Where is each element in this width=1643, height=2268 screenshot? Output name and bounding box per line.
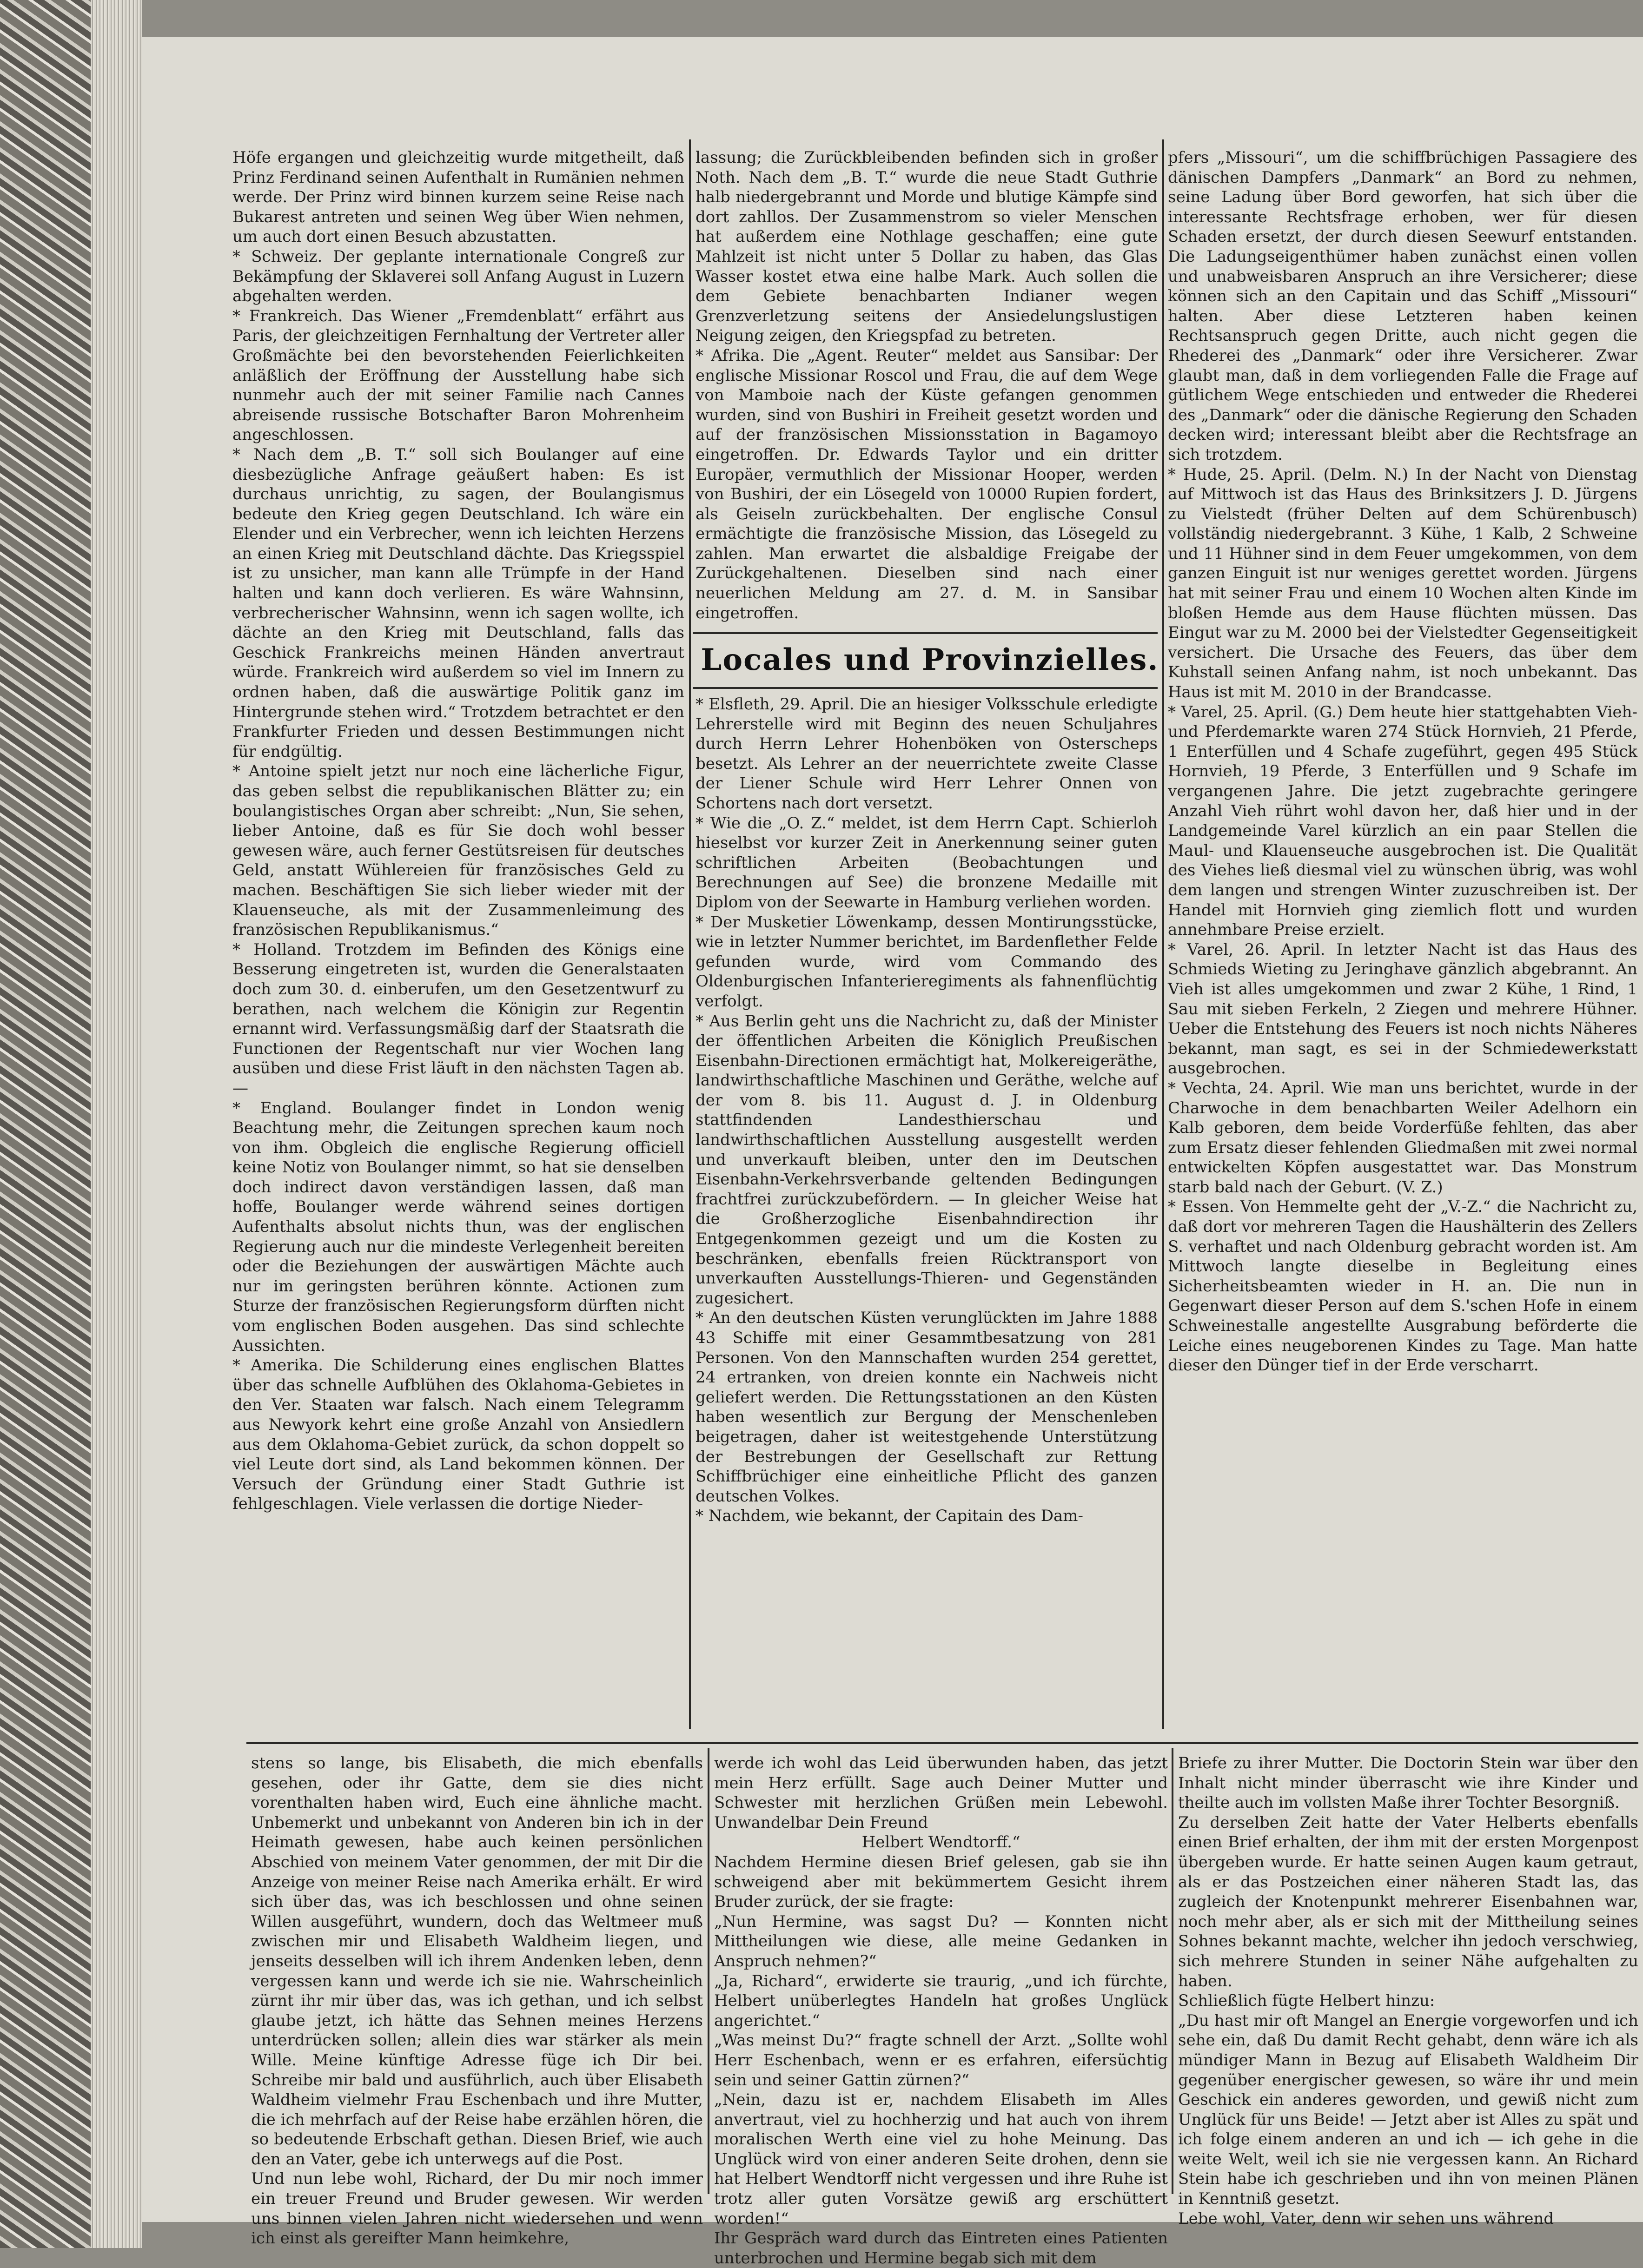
page-edges: [91, 0, 142, 2248]
article-paragraph: * Aus Berlin geht uns die Nachricht zu, daß der Minister der öffentlichen Arbeiten die Königlich Preußischen Eisenbahn-Directionen ermächtigt hat, Molkereigeräthe, landwirthschaftliche Maschinen und Geräthe, welche auf der vom 8. bis 11. August d. J. in Oldenburg stattfindenden Landesthierschau und landwirthschaftlichen Ausstellung ausgestellt werden und unverkauft bleiben, unter den im Deutschen Eisenbahn-Verkehrsverbande geltenden Bedingungen frachtfrei zurückzubefördern. — In gleicher Weise hat die Großherzogliche Eisenbahndirection ihr Entgegenkommen gezeigt und um die Kosten zu beschränken, ebenfalls freien Rücktransport von unverkauften Ausstellungs-Thieren- und Gegenständen zugesichert.: [696, 1012, 1158, 1308]
feuilleton-paragraph: „Ja, Richard“, erwiderte sie traurig, „und ich fürchte, Helbert unüberlegtes Handeln hat großes Unglück angerichtet.“: [714, 1971, 1168, 2030]
feuilleton-paragraph: stens so lange, bis Elisabeth, die mich ebenfalls gesehen, oder ihr Gatte, dem sie dies nicht vorenthalten haben wird, Euch eine ähnliche macht. Unbemerkt und unbekannt von Anderen bin ich in der Heimath gewesen, habe auch keinen persönlichen Abschied von meinem Vater genommen, der mit Dir die Anzeige von meiner Reise nach Amerika erhält. Er wird sich über das, was ich beschlossen und ohne seinen Willen ausgeführt, wundern, doch das Weltmeer muß zwischen mir und Elisabeth Waldheim liegen, und jenseits desselben will ich ihrem Andenken leben, denn vergessen kann und werde ich sie nie. Wahrscheinlich zürnt ihr mir über das, was ich gethan, und ich selbst glaube jetzt, ich hätte das Sehnen meines Herzens unterdrücken sollen; allein dies war stärker als mein Wille. Meine künftige Adresse füge ich Dir bei. Schreibe mir bald und ausführlich, auch über Elisabeth Waldheim vielmehr Frau Eschenbach und ihre Mutter, die ich mehrfach auf der Reise habe erzählen hören, die so bedeutende Erbschaft gethan. Diesen Brief, wie auch den an Vater, gebe ich unterwegs auf die Post.: [251, 1754, 703, 2169]
article-paragraph: * Varel, 26. April. In letzter Nacht ist das Haus des Schmieds Wieting zu Jeringhave gänzlich abgebrannt. An Vieh ist alles umgekommen und zwar 2 Kühe, 1 Rind, 1 Sau mit sieben Ferkeln, 2 Ziegen und mehrere Hühner. Ueber die Entstehung des Feuers ist noch nichts Näheres bekannt, man sagt, es sei in der Schmiedewerkstatt ausgebrochen.: [1168, 940, 1637, 1078]
feuilleton-column-3: [1178, 1753, 1638, 2228]
article-paragraph: * Schweiz. Der geplante internationale Congreß zur Bekämpfung der Sklaverei soll Anfang August in Luzern abgehalten werden.: [232, 247, 684, 306]
feuilleton-divider: [246, 1742, 1638, 1744]
book-cover-edge: [0, 0, 91, 2248]
article-paragraph: * Afrika. Die „Agent. Reuter“ meldet aus Sansibar: Der englische Missionar Roscol und Frau, die auf dem Wege von Mamboie nach der Küste gefangen genommen wurden, sind von Bushiri in Freiheit gesetzt worden und auf der französischen Missionsstation in Bagamoyo eingetroffen. Dr. Edwards Taylor und ein dritter Europäer, vermuthlich der Missionar Hooper, werden von Bushiri, der ein Lösegeld von 10000 Rupien fordert, als Geiseln zurückbehalten. Der englische Consul ermächtigte die französische Mission, das Lösegeld zu zahlen. Man erwartet die alsbaldige Freigabe der Zurückgehaltenen. Dieselben sind nach einer neuerlichen Meldung am 27. d. M. in Sansibar eingetroffen.: [696, 346, 1158, 622]
article-paragraph: * Hude, 25. April. (Delm. N.) In der Nacht von Dienstag auf Mittwoch ist das Haus des Brinksitzers J. D. Jürgens zu Vielstedt (früher Delten auf dem Schürenbusch) vollständig niedergebrannt. 3 Kühe, 1 Kalb, 2 Schweine und 11 Hühner sind in dem Feuer umgekommen, von dem ganzen Einguit ist nur weniges gerettet worden. Jürgens hat mit seiner Frau und einem 10 Wochen alten Kinde im bloßen Hemde aus dem Hause flüchten müssen. Das Eingut war zu M. 2000 bei der Vielstedter Gegenseitigkeit versichert. Die Ursache des Feuers, das über dem Kuhstall seinen Anfang nahm, ist noch unbekannt. Das Haus ist mit M. 2010 in der Brandcasse.: [1168, 465, 1637, 702]
feuilleton-paragraph: Schließlich fügte Helbert hinzu:: [1178, 1991, 1435, 2010]
feuilleton-column-2: [714, 1753, 1168, 2268]
article-paragraph: * Frankreich. Das Wiener „Fremdenblatt“ erfährt aus Paris, der gleichzeitigen Fernhaltung der Vertreter aller Großmächte bei den bevorstehenden Feierlichkeiten anläßlich der Eröffnung der Ausstellung habe sich nunmehr auch der mit seiner Familie nach Cannes abreisende russische Botschafter Baron Mohrenheim angeschlossen.: [232, 306, 684, 444]
feuilleton-paragraph: Nachdem Hermine diesen Brief gelesen, gab sie ihn schweigend aber mit bekümmertem Gesicht ihrem Bruder zurück, der sie fragte:: [714, 1852, 1168, 1911]
feuilleton-signature: Helbert Wendtorff.“: [861, 1833, 1020, 1852]
section-heading: Locales und Provinzielles.: [701, 642, 1159, 677]
feuilleton-paragraph: Und nun lebe wohl, Richard, der Du mir noch immer ein treuer Freund und Bruder gewesen. Wir werden uns binnen vielen Jahren nicht wiedersehen und wenn ich einst als gereifter Mann heimkehre,: [251, 2169, 703, 2248]
column-rule-2: [1162, 139, 1164, 1729]
column-3: [1168, 148, 1637, 1733]
article-paragraph: lassung; die Zurückbleibenden befinden sich in großer Noth. Nach dem „B. T.“ wurde die neue Stadt Guthrie halb niedergebrannt und Morde und blutige Kämpfe sind dort zahllos. Der Zusammenstrom so vieler Menschen hat außerdem eine Nothlage geschaffen; eine gute Mahlzeit ist nicht unter 5 Dollar zu haben, das Glas Wasser kostet etwa eine halbe Mark. Auch sollen die dem Gebiete benachbarten Indianer wegen Grenzverletzung seitens der Ansiedelungslustigen Neigung zeigen, den Kriegspfad zu betreten.: [696, 148, 1158, 345]
article-paragraph: * Holland. Trotzdem im Befinden des Königs eine Besserung eingetreten ist, wurden die Generalstaaten doch zum 30. d. einberufen, um den Gesetzentwurf zu berathen, nach welchem die Königin zur Regentin ernannt wird. Verfassungsmäßig darf der Staatsrath die Functionen der Regentschaft nur vier Wochen lang ausüben und diese Frist läuft in den nächsten Tagen ab. —: [232, 940, 684, 1098]
article-paragraph: * Nach dem „B. T.“ soll sich Boulanger auf eine diesbezügliche Anfrage geäußert haben: Es ist durchaus unrichtig, zu sagen, der Boulangismus bedeute den Krieg gegen Deutschland. Ich wäre ein Elender und ein Verbrecher, wenn ich leichten Herzens an einen Krieg mit Deutschland dächte. Das Kriegsspiel ist zu unsicher, man kann alle Trümpfe in der Hand halten und kann doch verlieren. Es wäre Wahnsinn, verbrecherischer Wahnsinn, wenn ich sagen wollte, ich dächte an den Krieg mit Deutschland, falls das Geschick Frankreichs meinen Händen anvertraut würde. Frankreich wird außerdem so viel im Innern zu ordnen haben, daß die auswärtige Politik ganz im Hintergrunde stehen wird.“ Trotzdem betrachtet er den Frankfurter Frieden und dessen Bestimmungen nicht für endgültig.: [232, 445, 684, 761]
article-paragraph: * Wie die „O. Z.“ meldet, ist dem Herrn Capt. Schierloh hieselbst vor kurzer Zeit in Anerkennung seiner guten schriftlichen Arbeiten (Beobachtungen und Berechnungen auf See) die bronzene Medaille mit Diplom von der Seewarte in Hamburg verliehen worden.: [696, 813, 1158, 912]
column-1: [232, 148, 684, 1733]
feuilleton-paragraph: Lebe wohl, Vater, denn wir sehen uns während: [1178, 2209, 1554, 2228]
article-paragraph: * Nachdem, wie bekannt, der Capitain des Dam-: [696, 1507, 1084, 1526]
feuilleton-rule-1: [708, 1748, 709, 2194]
feuilleton-rule-2: [1172, 1748, 1173, 2194]
column-2-top: [696, 148, 1158, 629]
article-paragraph: * Elsfleth, 29. April. Die an hiesiger Volksschule erledigte Lehrerstelle wird mit Beginn des neuen Schuljahres durch Herrn Lehrer Hohenböken von Osterscheps besetzt. Als Lehrer an der neuerrichtete zweite Classe der Liener Schule wird Herr Lehrer Onnen von Schortens nach dort versetzt.: [696, 695, 1158, 813]
heading-rule-bottom: [693, 687, 1158, 689]
heading-rule-top: [693, 632, 1158, 634]
feuilleton-column-1: [251, 1753, 703, 2248]
article-paragraph: Höfe ergangen und gleichzeitig wurde mitgetheilt, daß Prinz Ferdinand seinen Aufenthalt in Rumänien nehmen werde. Der Prinz wird binnen kurzem seine Reise nach Bukarest antreten und seinen Weg über Wien nehmen, um auch dort einen Besuch abzustatten.: [232, 148, 684, 246]
article-paragraph: * England. Boulanger findet in London wenig Beachtung mehr, die Zeitungen sprechen kaum noch von ihm. Obgleich die englische Regierung officiell keine Notiz von Boulanger nimmt, so hat sie denselben doch indirect davon verständigen lassen, daß man hoffe, Boulanger werde während seines dortigen Aufenthalts absolut nichts thun, was der englischen Regierung auch nur die mindeste Verlegenheit bereiten oder die Beziehungen der auswärtigen Mächte auch nur im geringsten berühren könnte. Actionen zum Sturze der französischen Regierungsform dürften nicht vom englischen Boden ausgehen. Das sind schlechte Aussichten.: [232, 1098, 684, 1355]
article-paragraph: * An den deutschen Küsten verunglückten im Jahre 1888 43 Schiffe mit einer Gesammtbesatzung von 281 Personen. Von den Mannschaften wurden 254 gerettet, 24 ertranken, von dreien konnte ein Nachweis nicht geliefert werden. Die Rettungsstationen an den Küsten haben wesentlich zur Bergung der Menschenleben beigetragen, daher ist weitestgehende Unterstützung der Bestrebungen der Gesellschaft zur Rettung Schiffbrüchiger eine einheitliche Pflicht des ganzen deutschen Volkes.: [696, 1309, 1158, 1506]
feuilleton-paragraph: Briefe zu ihrer Mutter. Die Doctorin Stein war über den Inhalt nicht minder überrascht wie ihre Kinder und theilte auch im vollsten Maße ihrer Tochter Besorgniß.: [1178, 1754, 1638, 1812]
feuilleton-paragraph: „Du hast mir oft Mangel an Energie vorgeworfen und ich sehe ein, daß Du damit Recht gehabt, denn wäre ich als mündiger Mann in Bezug auf Elisabeth Waldheim Dir gegenüber energischer gewesen, so wäre ihr und mein Geschick ein anderes geworden, und gewiß nicht zum Unglück für uns Beide! — Jetzt aber ist Alles zu spät und ich folge einem anderen an und ich — ich gehe in die weite Welt, weil ich sie nie vergessen kann. An Richard Stein habe ich geschrieben und ihn von meinen Plänen in Kenntniß gesetzt.: [1178, 2011, 1638, 2208]
feuilleton-paragraph: Zu derselben Zeit hatte der Vater Helberts ebenfalls einen Brief erhalten, der ihm mit der ersten Morgenpost übergeben wurde. Er hatte seinen Augen kaum getraut, als er das Postzeichen einer näheren Stadt las, das zugleich der Knotenpunkt mehrerer Eisenbahnen war, noch mehr aber, als er sich mit der Mittheilung seines Sohnes bekannt machte, welcher ihn jedoch verschwieg, sich mehrere Stunden in seiner Nähe aufgehalten zu haben.: [1178, 1813, 1638, 1990]
feuilleton-paragraph: „Was meinst Du?“ fragte schnell der Arzt. „Sollte wohl Herr Eschenbach, wenn er es erfahren, eifersüchtig sein und seiner Gattin zürnen?“: [714, 2031, 1168, 2089]
article-paragraph: * Antoine spielt jetzt nur noch eine lächerliche Figur, das geben selbst die republikanischen Blätter zu; ein boulangistisches Organ aber schreibt: „Nun, Sie sehen, lieber Antoine, daß es für Sie doch wohl besser gewesen wäre, auch ferner Gestütsreisen für deutsches Geld, anstatt Wühlereien für französisches Geld zu machen. Beschäftigen Sie sich lieber wieder mit der Klauenseuche, als mit der Zusammenleimung des französischen Republikanismus.“: [232, 762, 684, 939]
column-2-local: [696, 694, 1158, 1733]
article-paragraph: pfers „Missouri“, um die schiffbrüchigen Passagiere des dänischen Dampfers „Danmark“ an Bord zu nehmen, seine Ladung über Bord geworfen, hat sich über die interessante Rechtsfrage erhoben, wer für diesen Schaden ersetzt, der durch diesen Seewurf entstanden. Die Ladungseigenthümer haben zunächst einen vollen und unabweisbaren Anspruch an ihre Versicherer; diese können sich an den Capitain und das Schiff „Missouri“ halten. Aber diese Letzteren haben keinen Rechtsanspruch gegen Dritte, auch nicht gegen die Rhederei des „Danmark“ oder ihre Versicherer. Zwar glaubt man, daß in dem vorliegenden Falle die Frage auf gütlichem Wege entschieden und entweder die Rhederei des „Danmark“ oder die dänische Regierung den Schaden decken wird; interessant bleibt aber die Rechtsfrage an sich trotzdem.: [1168, 148, 1637, 464]
feuilleton-paragraph: „Nun Hermine, was sagst Du? — Konnten nicht Mittheilungen wie diese, alle meine Gedanken in Anspruch nehmen?“: [714, 1912, 1168, 1970]
article-paragraph: * Varel, 25. April. (G.) Dem heute hier stattgehabten Vieh- und Pferdemarkte waren 274 Stück Hornvieh, 21 Pferde, 1 Enterfüllen und 4 Schafe zugeführt, gegen 495 Stück Hornvieh, 19 Pferde, 3 Enterfüllen und 9 Schafe im vergangenen Jahre. Die jetzt zugebrachte geringere Anzahl Vieh rührt wohl davon her, daß hier und in der Landgemeinde Varel kürzlich an ein paar Stellen die Maul- und Klauenseuche ausgebrochen ist. Die Qualität des Viehes ließ diesmal viel zu wünschen übrig, was wohl dem langen und strengen Winter zuzuschreiben ist. Der Handel mit Hornvieh ging ziemlich flott und wurden annehmbare Preise erzielt.: [1168, 702, 1637, 939]
article-paragraph: * Amerika. Die Schilderung eines englischen Blattes über das schnelle Aufblühen des Oklahoma-Gebietes in den Ver. Staaten war falsch. Nach einem Telegramm aus Newyork kehrt eine große Anzahl von Ansiedlern aus dem Oklahoma-Gebiet zurück, da schon doppelt so viel Leute dort sind, als Land bekommen können. Der Versuch der Gründung einer Stadt Guthrie ist fehlgeschlagen. Viele verlassen die dortige Nieder-: [232, 1356, 684, 1514]
feuilleton-paragraph: Ihr Gespräch ward durch das Eintreten eines Patienten unterbrochen und Hermine begab sich mit dem: [714, 2229, 1168, 2268]
article-paragraph: * Vechta, 24. April. Wie man uns berichtet, wurde in der Charwoche in dem benachbarten Weiler Adelhorn ein Kalb geboren, dem beide Vorderfüße fehlten, das aber zum Ersatz dieser fehlenden Gliedmaßen mit zwei normal entwickelten Köpfen ausgestattet war. Das Monstrum starb bald nach der Geburt. (V. Z.): [1168, 1078, 1637, 1197]
column-rule-1: [689, 139, 691, 1729]
feuilleton-paragraph: werde ich wohl das Leid überwunden haben, das jetzt mein Herz erfüllt. Sage auch Deiner Mutter und Schwester mit herzlichen Grüßen mein Lebewohl. Unwandelbar Dein Freund: [714, 1754, 1168, 1832]
article-paragraph: * Essen. Von Hemmelte geht der „V.-Z.“ die Nachricht zu, daß dort vor mehreren Tagen die Haushälterin des Zellers S. verhaftet und nach Oldenburg gebracht worden ist. Am Mittwoch langte dieselbe in Begleitung eines Sicherheitsbeamten wieder in H. an. Die nun in Gegenwart dieser Person auf dem S.'schen Hofe in einem Schweinestalle angestellte Ausgrabung beförderte die Leiche eines neugeborenen Kindes zu Tage. Man hatte dieser den Dünger tief in der Erde verscharrt.: [1168, 1197, 1637, 1375]
feuilleton-paragraph: „Nein, dazu ist er, nachdem Elisabeth im Alles anvertraut, viel zu hochherzig und hat auch von ihrem moralischen Werth eine viel zu hohe Meinung. Das Unglück wird von einer anderen Seite drohen, denn sie hat Helbert Wendtorff nicht vergessen und ihre Ruhe ist trotz aller guten Vorsätze gewiß arg erschüttert worden!“: [714, 2090, 1168, 2228]
article-paragraph: * Der Musketier Löwenkamp, dessen Montirungsstücke, wie in letzter Nummer berichtet, im Bardenflether Felde gefunden wurde, wird vom Commando des Oldenburgischen Infanterieregiments als fahnenflüchtig verfolgt.: [696, 912, 1158, 1011]
